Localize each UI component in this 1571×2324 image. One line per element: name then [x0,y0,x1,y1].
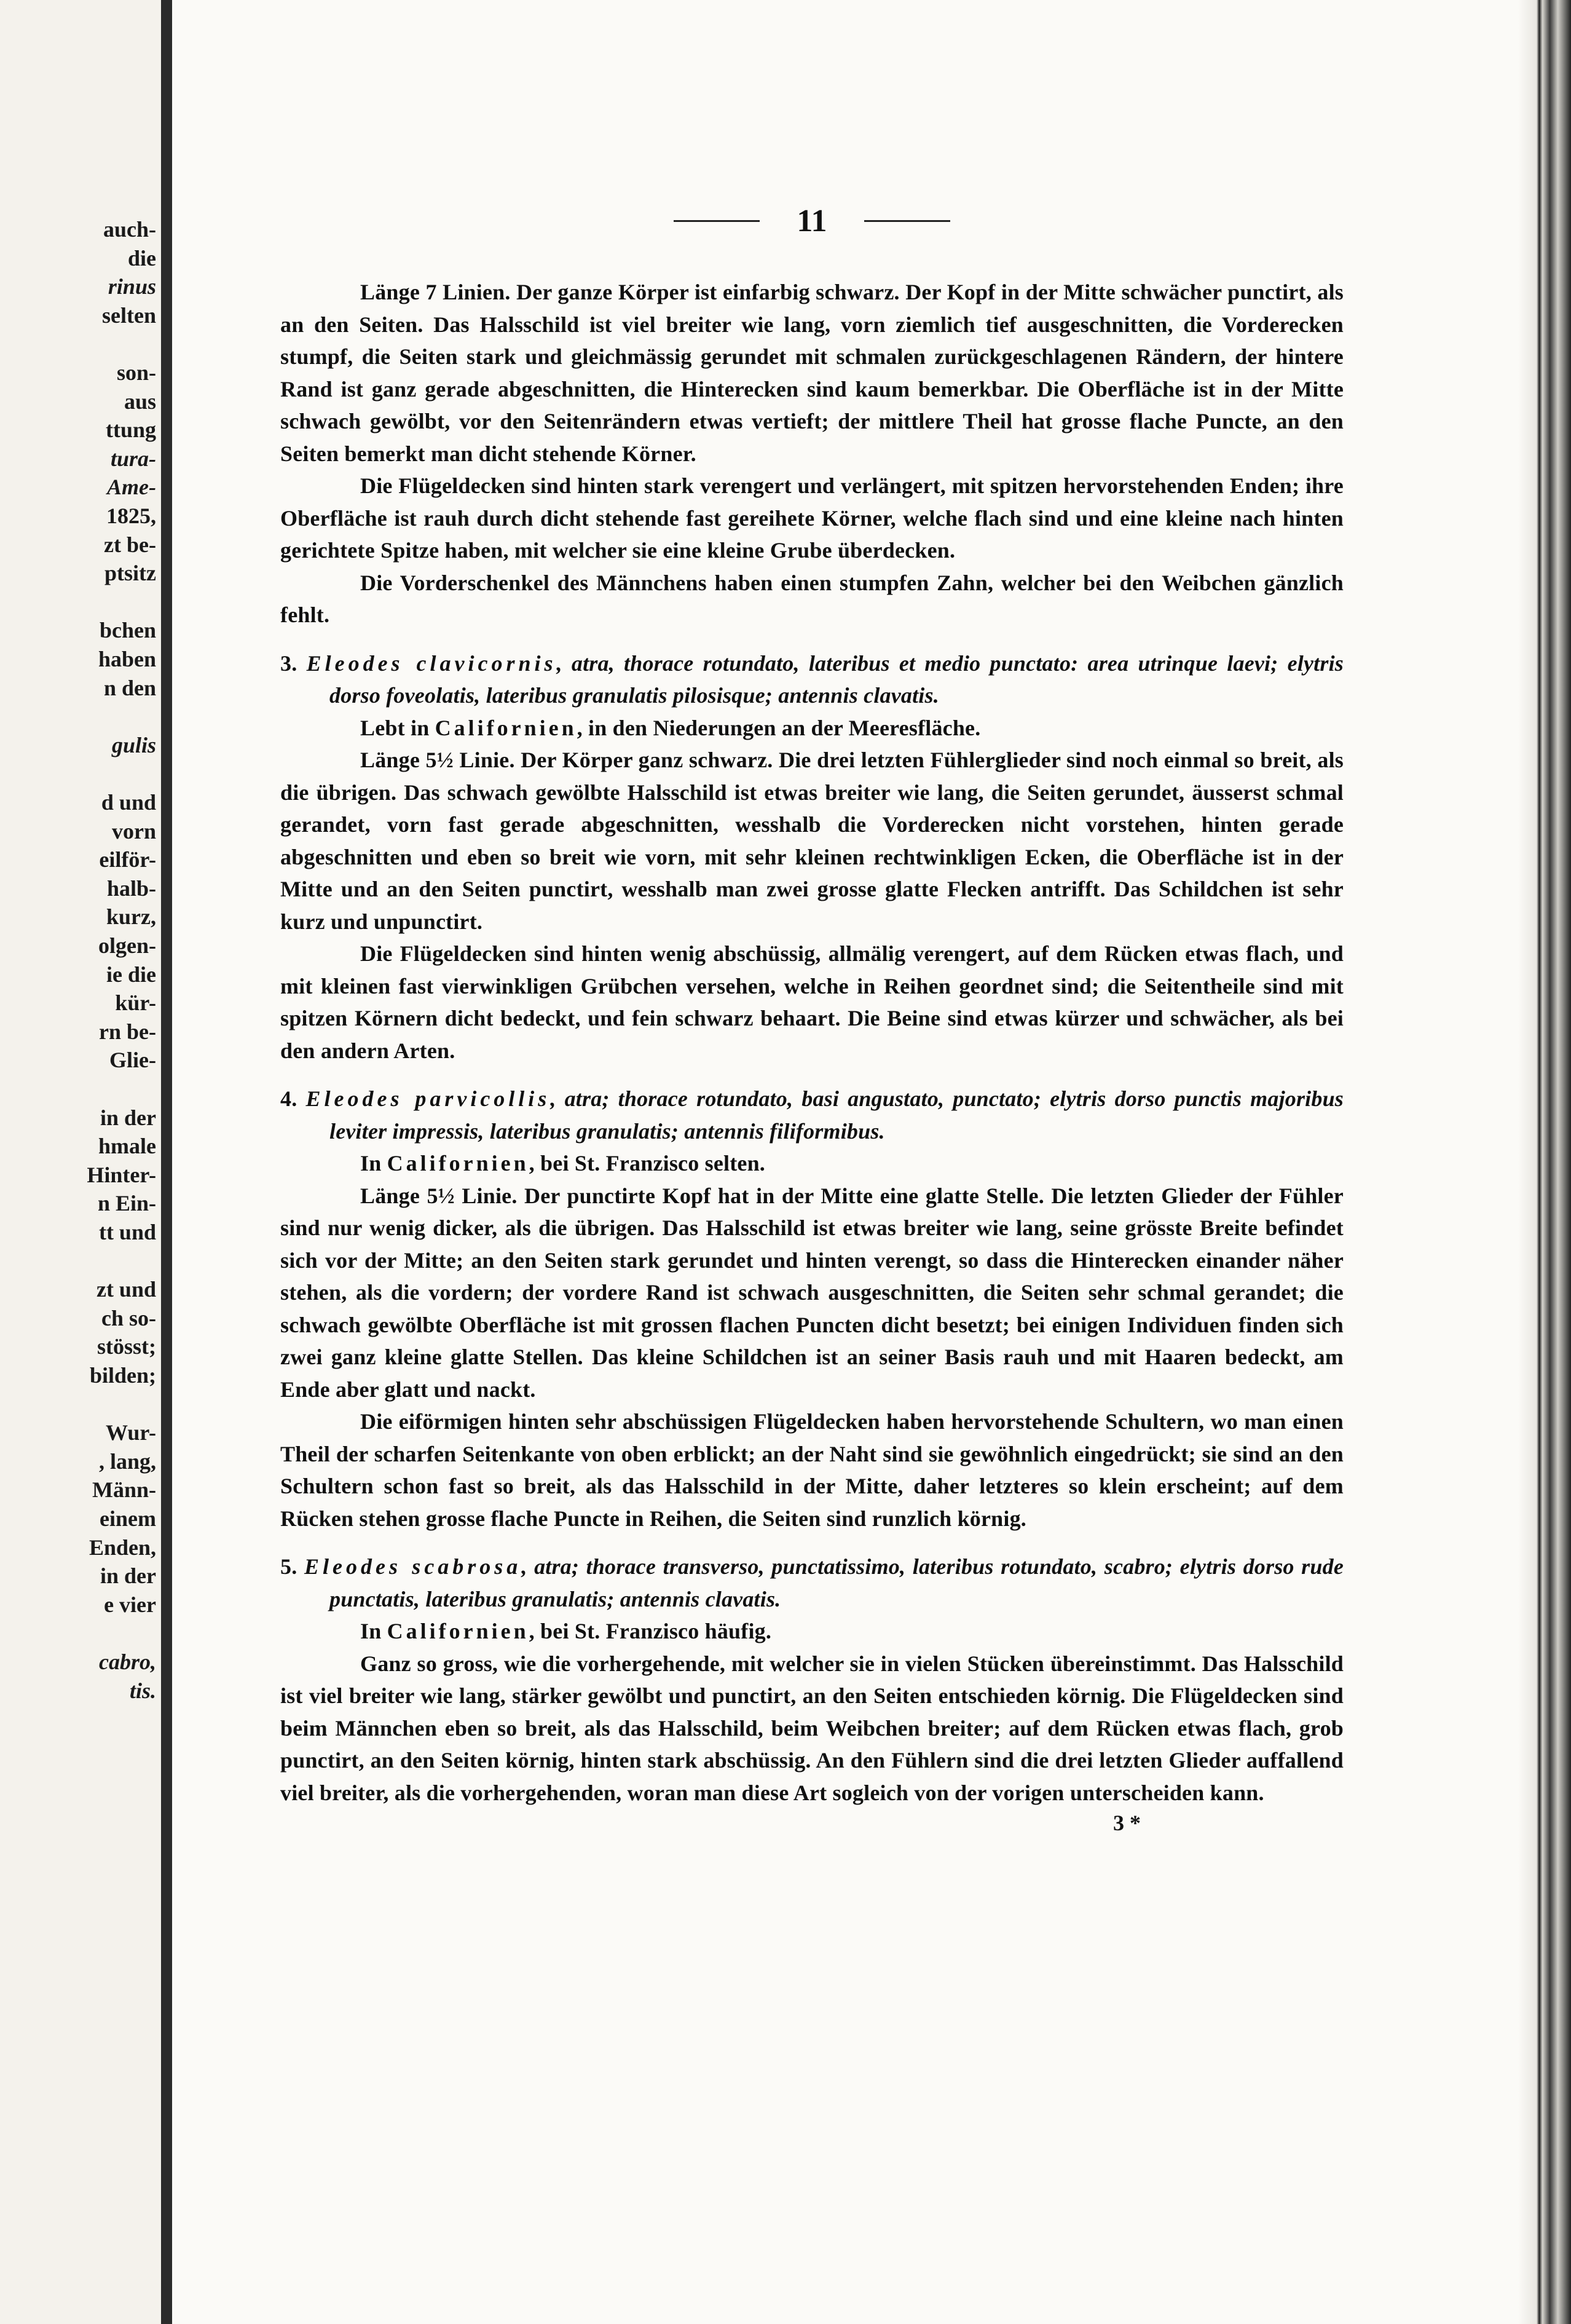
facing-page-line: ttung [105,417,156,443]
facing-page-line: Ame- [107,475,156,500]
book-gutter [161,0,172,2324]
facing-page-line: 1825, [106,504,156,528]
paragraph: Ganz so gross, wie die vorhergehende, mit welcher sie in vielen Stücken übereinstimmt. Das Halsschild ist viel breiter wie lang, stärker gewölbt und punctirt, an den Seiten entschieden körnig. Die Flügeldecken sind beim Männchen eben so breit, als das Halsschild, beim Weibchen breiter; auf dem Rücken etwas flach, grob punctirt, an den Seiten körnig, hinten stark abschüssig. An den Fühlern sind die drei letzten Glieder auffallend viel breiter, als die vorhergehenden, woran man diese Art sogleich von der vorigen unterscheiden kann. [280,1651,1344,1805]
species-number: 4. [280,1086,297,1111]
facing-page-line: zt und [96,1277,156,1302]
paragraph: Länge 5½ Linie. Der Körper ganz schwarz. Die drei letzten Fühlerglieder sind noch einmal so breit, als die übrigen. Das schwach gewölbte Halsschild ist etwas breiter wie lang, die Seiten gerundet, äusserst schmal gerandet, vorn fast gerade abgeschnitten, wesshalb die Vorderecken nicht vorstehen, hinten gerade abgeschnitten und eben so breit wie vorn, mit sehr kleinen rechtwinkligen Ecken, die Oberfläche ist in der Mitte und an den Seiten punctirt, wesshalb man zwei grosse glatte Flecken antrifft. Das Schildchen ist sehr kurz und unpunctirt. [280,748,1344,934]
species-name: Eleodes parvicollis [305,1086,551,1111]
paragraph: Länge 5½ Linie. Der punctirte Kopf hat in der Mitte eine glatte Stelle. Die letzten Glieder der Fühler sind nur wenig dicker, als die übrigen. Das Halsschild ist etwas breiter wie lang, seine grösste Breite befindet sich vor der Mitte; an den Seiten stark gerundet und hinten verengt, so dass die Hinterecken einander näher stehen, als die vordern; der vordere Rand ist schwach ausgeschnitten, die Seiten sehr schmal gerandet; die schwach gewölbte Oberfläche ist mit grossen flachen Puncten dicht besetzt; bei einigen Individuen finden sich zwei ganz kleine glatte Stellen. Das kleine Schildchen ist an seiner Basis rauh und mit Haaren bedeckt, am Ende aber glatt und nackt. [280,1183,1344,1402]
facing-page-line: bilden; [89,1363,156,1388]
page-number: 11 [797,204,827,239]
facing-page-line: tt und [98,1220,156,1244]
facing-page-line: Glie- [109,1048,156,1073]
facing-page-line: n den [103,675,156,700]
signature-mark: 3 * [1113,1811,1141,1835]
species-heading [280,1083,1344,1147]
species-diagnosis: , atra, thorace rotundato, lateribus et medio punctato: area utrinque laevi; elytris dorso foveolatis, lateribus granulatis pilosisque; antennis clavatis. [329,650,1344,708]
head-rule-right [864,220,950,222]
facing-page-line: Hinter- [87,1162,156,1187]
facing-page-line: in der [100,1105,156,1130]
species-diagnosis: , atra; thorace rotundato, basi angustato, punctato; elytris dorso punctis majoribus leviter impressis, lateribus granulatis; antennis filiformibus. [329,1086,1344,1144]
paragraph: Die Flügeldecken sind hinten wenig abschüssig, allmälig verengert, auf dem Rücken etwas flach, und mit kleinen fast vierwinkligen Grübchen versehen, welche in Reihen geordnet sind; die Seitentheile sind mit spitzen Körnern dicht bedeckt, und fein schwarz behaart. Die Beine sind etwas kürzer und schwächer, als bei den andern Arten. [280,941,1344,1063]
facing-page-line: eilför- [99,847,156,872]
locality-line [280,712,1344,745]
facing-page-line: olgen- [98,933,156,958]
page-edge [1518,0,1571,2324]
facing-page-line: kür- [115,990,156,1016]
species-name: Eleodes scabrosa [304,1554,522,1579]
facing-page-line: bchen [99,618,156,643]
facing-page-line: ch so- [101,1305,156,1330]
facing-page-line: tis. [129,1678,156,1703]
species-diagnosis: , atra; thorace transverso, punctatissimo, lateribus rotundato, scabro; elytris dorso rude punctatis, lateribus granulatis; antennis clavatis. [329,1554,1344,1611]
facing-page-line: hmale [98,1134,156,1159]
head-rule-left [674,220,760,222]
species-heading [280,647,1344,712]
facing-page-line: auch- [103,217,156,242]
locality-place: Californien [387,1619,529,1643]
locality-place: Californien [387,1151,529,1176]
facing-page-line: die [127,245,156,271]
locality-prefix: In [360,1619,387,1643]
facing-page-line: gulis [111,732,156,757]
facing-page-line: einem [100,1506,156,1531]
species-name: Eleodes clavicornis [306,650,557,676]
facing-page-line: stösst; [97,1334,156,1359]
locality-prefix: Lebt in [360,715,435,740]
facing-page-line: rn be- [99,1019,156,1044]
species-heading [280,1551,1344,1615]
paragraph: Die Flügeldecken sind hinten stark verengert und verlängert, mit spitzen hervorstehenden Enden; ihre Oberfläche ist rauh durch dicht stehende fast gereihete Körner, welche flach sind und eine kleine nach hinten gerichtete Spitze haben, mit welcher sie eine kleine Grube überdecken. [280,473,1344,563]
page-body [280,276,1344,1809]
paragraph: Länge 7 Linien. Der ganze Körper ist einfarbig schwarz. Der Kopf in der Mitte schwächer punctirt, als an den Seiten. Das Halsschild ist viel breiter wie lang, vorn ziemlich tief ausgeschnitten, die Vorderecken stumpf, die Seiten stark und gleichmässig gerundet mit schmalen zurückgeschlagenen Rändern, der hintere Rand ist ganz gerade abgeschnitten, die Hinterecken sind kaum bemerkbar. Die Oberfläche ist in der Mitte schwach gewölbt, vor den Seitenrändern etwas vertieft; der mittlere Theil hat grosse flache Puncte, an den Seiten bemerkt man dicht stehende Körner. [280,280,1344,466]
locality-suffix: , bei St. Franzisco häufig. [529,1619,772,1643]
running-head [280,203,1344,239]
locality-suffix: , bei St. Franzisco selten. [529,1151,765,1176]
facing-page-line: Enden, [89,1535,156,1560]
locality-prefix: In [360,1151,387,1176]
facing-page-line: tura- [110,446,156,471]
text-block [280,203,1344,1836]
paragraph: Die eiförmigen hinten sehr abschüssigen Flügeldecken haben hervorstehende Schultern, wo man einen Theil der scharfen Seitenkante von oben erblickt; an der Naht sind sie gewöhnlich eingedrückt; sie sind an den Schultern schon fast so breit, als das Halsschild in der Mitte, daher letzteres so klein erscheint; auf dem Rücken stehen grosse flache Puncte in Reihen, die Seiten sind runzlich körnig. [280,1409,1344,1531]
locality-place: Californien [435,715,577,740]
facing-page-line: rinus [108,274,156,299]
facing-page-line: vorn [112,818,156,844]
facing-page-line: ie die [106,962,156,987]
facing-page-line: in der [100,1563,156,1589]
species-number: 3. [280,650,297,676]
facing-page-line: ptsitz [104,561,156,586]
locality-line [280,1147,1344,1180]
facing-page-line: Wur- [105,1420,156,1445]
facing-page-line: e vier [104,1592,156,1617]
facing-page-line: selten [102,302,156,328]
facing-page-line: haben [98,647,156,671]
facing-page-fragment [0,0,161,2324]
facing-page-line: kurz, [106,904,156,930]
facing-page-line: , lang, [98,1449,156,1474]
locality-suffix: , in den Niederungen an der Meeresfläche. [577,715,981,740]
book-page [172,0,1518,2324]
locality-line [280,1615,1344,1648]
facing-page-line: aus [124,389,156,414]
facing-page-line: zt be- [104,532,156,557]
facing-page-line: cabro, [99,1650,156,1674]
paragraph: Die Vorderschenkel des Männchens haben einen stumpfen Zahn, welcher bei den Weibchen gänzlich fehlt. [280,570,1344,627]
facing-page-line: d und [101,790,156,815]
facing-page-line: halb- [106,875,156,901]
facing-page-line: n Ein- [97,1191,156,1216]
facing-page-line: Männ- [92,1477,156,1503]
species-number: 5. [280,1554,297,1579]
facing-page-line: son- [116,360,156,385]
